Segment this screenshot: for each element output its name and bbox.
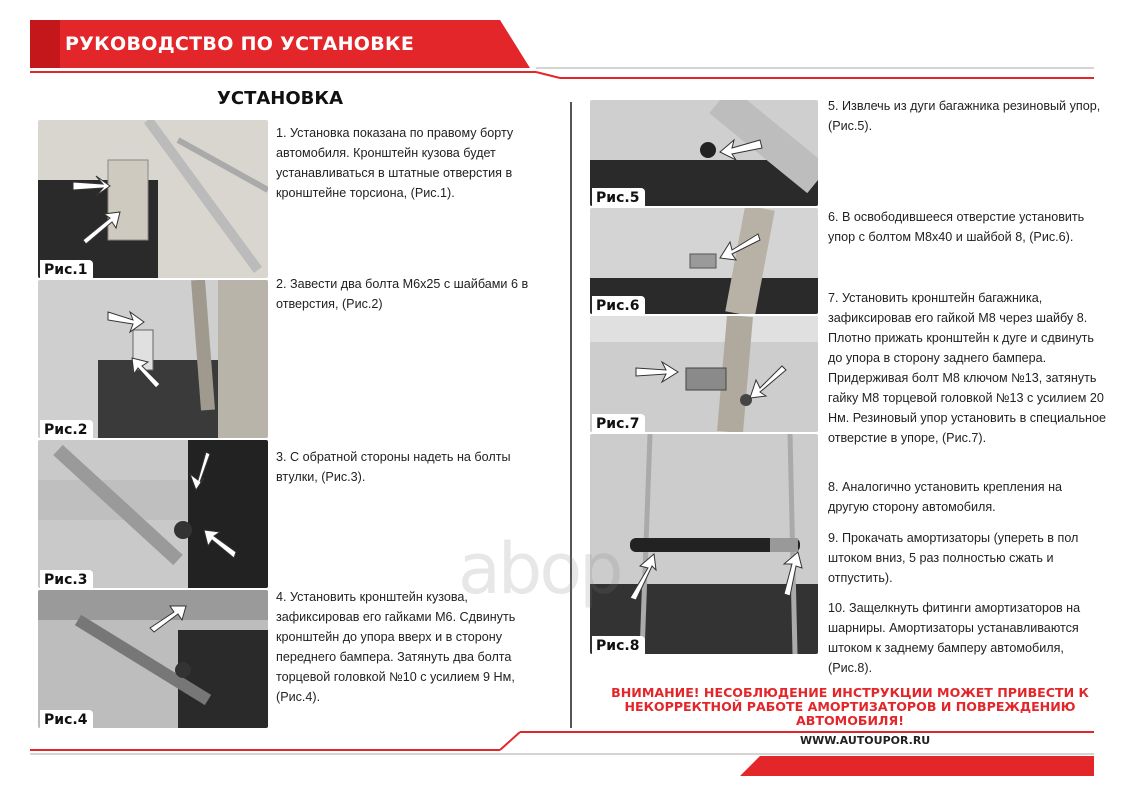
step-7: 7. Установить кронштейн багажника, зафиксировав его гайкой М8 через шайбу 8. Плотно прижать кронштейн к дуге и сдвинуть до упора в сторону заднего бампера. Придерживая болт М8 ключом №13, затянуть гайку М8 торцевой головкой №13 с усилием 20 Нм. Резиновый упор установить в специальное отверстие в упоре, (Рис.7). [828, 291, 1107, 445]
website-url[interactable]: WWW.AUTOUPOR.RU [800, 734, 931, 747]
figure-label: Рис.1 [40, 260, 93, 278]
figure-1 [38, 120, 268, 278]
step-6: 6. В освободившееся отверстие установить упор с болтом М8х40 и шайбой 8, (Рис.6). [828, 210, 1085, 244]
figure-label: Рис.5 [592, 188, 645, 206]
figure-label: Рис.3 [40, 570, 93, 588]
figure-8 [590, 434, 818, 654]
photo-8 [590, 434, 818, 654]
column-divider [570, 102, 572, 728]
figure-label: Рис.2 [40, 420, 93, 438]
figure-2 [38, 280, 268, 438]
step-10: 10. Защелкнуть фитинги амортизаторов на шарниры. Амортизаторы устанавливаются штоком к заднему бамперу автомобиля, (Рис.8). [828, 601, 1081, 675]
footer-decoration [0, 720, 1132, 780]
figure-label: Рис.4 [40, 710, 93, 728]
step-8: 8. Аналогично установить крепления на другую сторону автомобиля. [828, 480, 1063, 514]
page-title: РУКОВОДСТВО ПО УСТАНОВКЕ [65, 33, 415, 55]
photo-3 [38, 440, 268, 588]
figure-7 [590, 316, 818, 432]
figure-6 [590, 208, 818, 314]
figure-5 [590, 100, 818, 206]
figure-4 [38, 590, 268, 728]
warning-line-3: АВТОМОБИЛЯ! [796, 713, 904, 728]
section-title: УСТАНОВКА [217, 88, 344, 109]
figure-label: Рис.7 [592, 414, 645, 432]
photo-2 [38, 280, 268, 438]
warning-line-2: НЕКОРРЕКТНОЙ РАБОТЕ АМОРТИЗАТОРОВ И ПОВРЕЖДЕНИЮ [624, 699, 1076, 714]
step-4: 4. Установить кронштейн кузова, зафиксировав его гайками М6. Сдвинуть кронштейн до упора вверх и в сторону переднего бампера. Затянуть два болта торцевой головкой №10 с усилием 9 Нм, (Рис.4). [276, 590, 516, 704]
figure-label: Рис.6 [592, 296, 645, 314]
warning-line-1: ВНИМАНИЕ! НЕСОБЛЮДЕНИЕ ИНСТРУКЦИИ МОЖЕТ ПРИВЕСТИ К [611, 685, 1089, 700]
photo-1 [38, 120, 268, 278]
step-2: 2. Завести два болта М6х25 с шайбами 6 в отверстия, (Рис.2) [276, 277, 529, 311]
watermark: abop [458, 528, 621, 610]
step-5: 5. Извлечь из дуги багажника резиновый упор, (Рис.5). [828, 99, 1101, 133]
step-3: 3. С обратной стороны надеть на болты втулки, (Рис.3). [276, 450, 511, 484]
figure-3 [38, 440, 268, 588]
step-9: 9. Прокачать амортизаторы (упереть в пол штоком вниз, 5 раз полностью сжать и отпустить). [828, 531, 1079, 585]
step-1: 1. Установка показана по правому борту автомобиля. Кронштейн кузова будет устанавливаться в штатные отверстия в кронштейне торсиона, (Рис.1). [276, 126, 514, 200]
figure-label: Рис.8 [592, 636, 645, 654]
photo-4 [38, 590, 268, 728]
header-decoration [0, 20, 1132, 90]
